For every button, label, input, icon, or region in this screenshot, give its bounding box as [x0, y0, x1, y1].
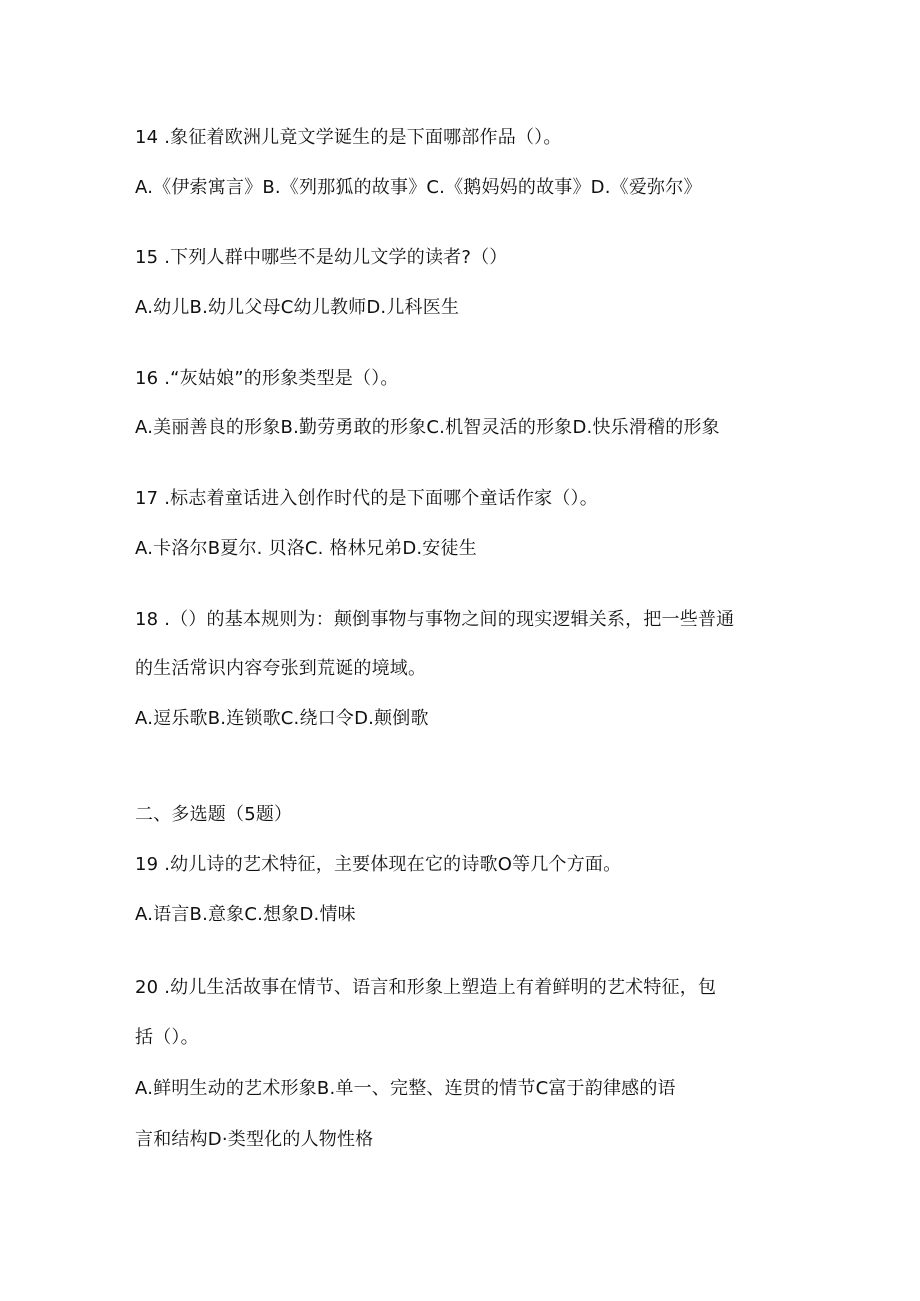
question-18-stem-line-1: 18 .（）的基本规则为：颠倒事物与事物之间的现实逻辑关系，把一些普通	[135, 609, 735, 630]
question-17-options: A.卡洛尔B夏尔. 贝洛C. 格林兄弟D.安徒生	[135, 538, 477, 559]
section-heading-multiple-choice: 二、多选题（5题）	[135, 804, 293, 825]
question-20-options-line-2: 言和结构D·类型化的人物性格	[135, 1129, 374, 1150]
question-15-options: A.幼儿B.幼儿父母C幼儿教师D.儿科医生	[135, 297, 460, 318]
question-19-options: A.语言B.意象C.想象D.情味	[135, 904, 356, 925]
question-15-stem: 15 .下列人群中哪些不是幼儿文学的读者?（）	[135, 247, 508, 268]
question-17-stem: 17 .标志着童话进入创作时代的是下面哪个童话作家（）。	[135, 488, 598, 509]
question-20-stem-line-1: 20 .幼儿生活故事在情节、语言和形象上塑造上有着鲜明的艺术特征，包	[135, 977, 717, 998]
question-20-stem-line-2: 括（）。	[135, 1027, 199, 1048]
question-18-stem-line-2: 的生活常识内容夸张到荒诞的境域。	[135, 658, 427, 679]
question-19-stem: 19 .幼儿诗的艺术特征，主要体现在它的诗歌O等几个方面。	[135, 854, 622, 875]
question-18-options: A.逗乐歌B.连锁歌C.绕口令D.颠倒歌	[135, 708, 429, 729]
question-14-options: A.《伊索寓言》B.《列那狐的故事》C.《鹅妈妈的故事》D.《爱弥尔》	[135, 177, 702, 198]
question-14-stem: 14 .象征着欧洲儿竟文学诞生的是下面哪部作品（）。	[135, 127, 562, 148]
question-16-options: A.美丽善良的形象B.勤劳勇敢的形象C.机智灵活的形象D.快乐滑稽的形象	[135, 417, 720, 438]
question-20-options-line-1: A.鲜明生动的艺术形象B.单一、完整、连贯的情节C富于韵律感的语	[135, 1078, 676, 1099]
question-16-stem: 16 .“灰姑娘”的形象类型是（）。	[135, 368, 399, 389]
